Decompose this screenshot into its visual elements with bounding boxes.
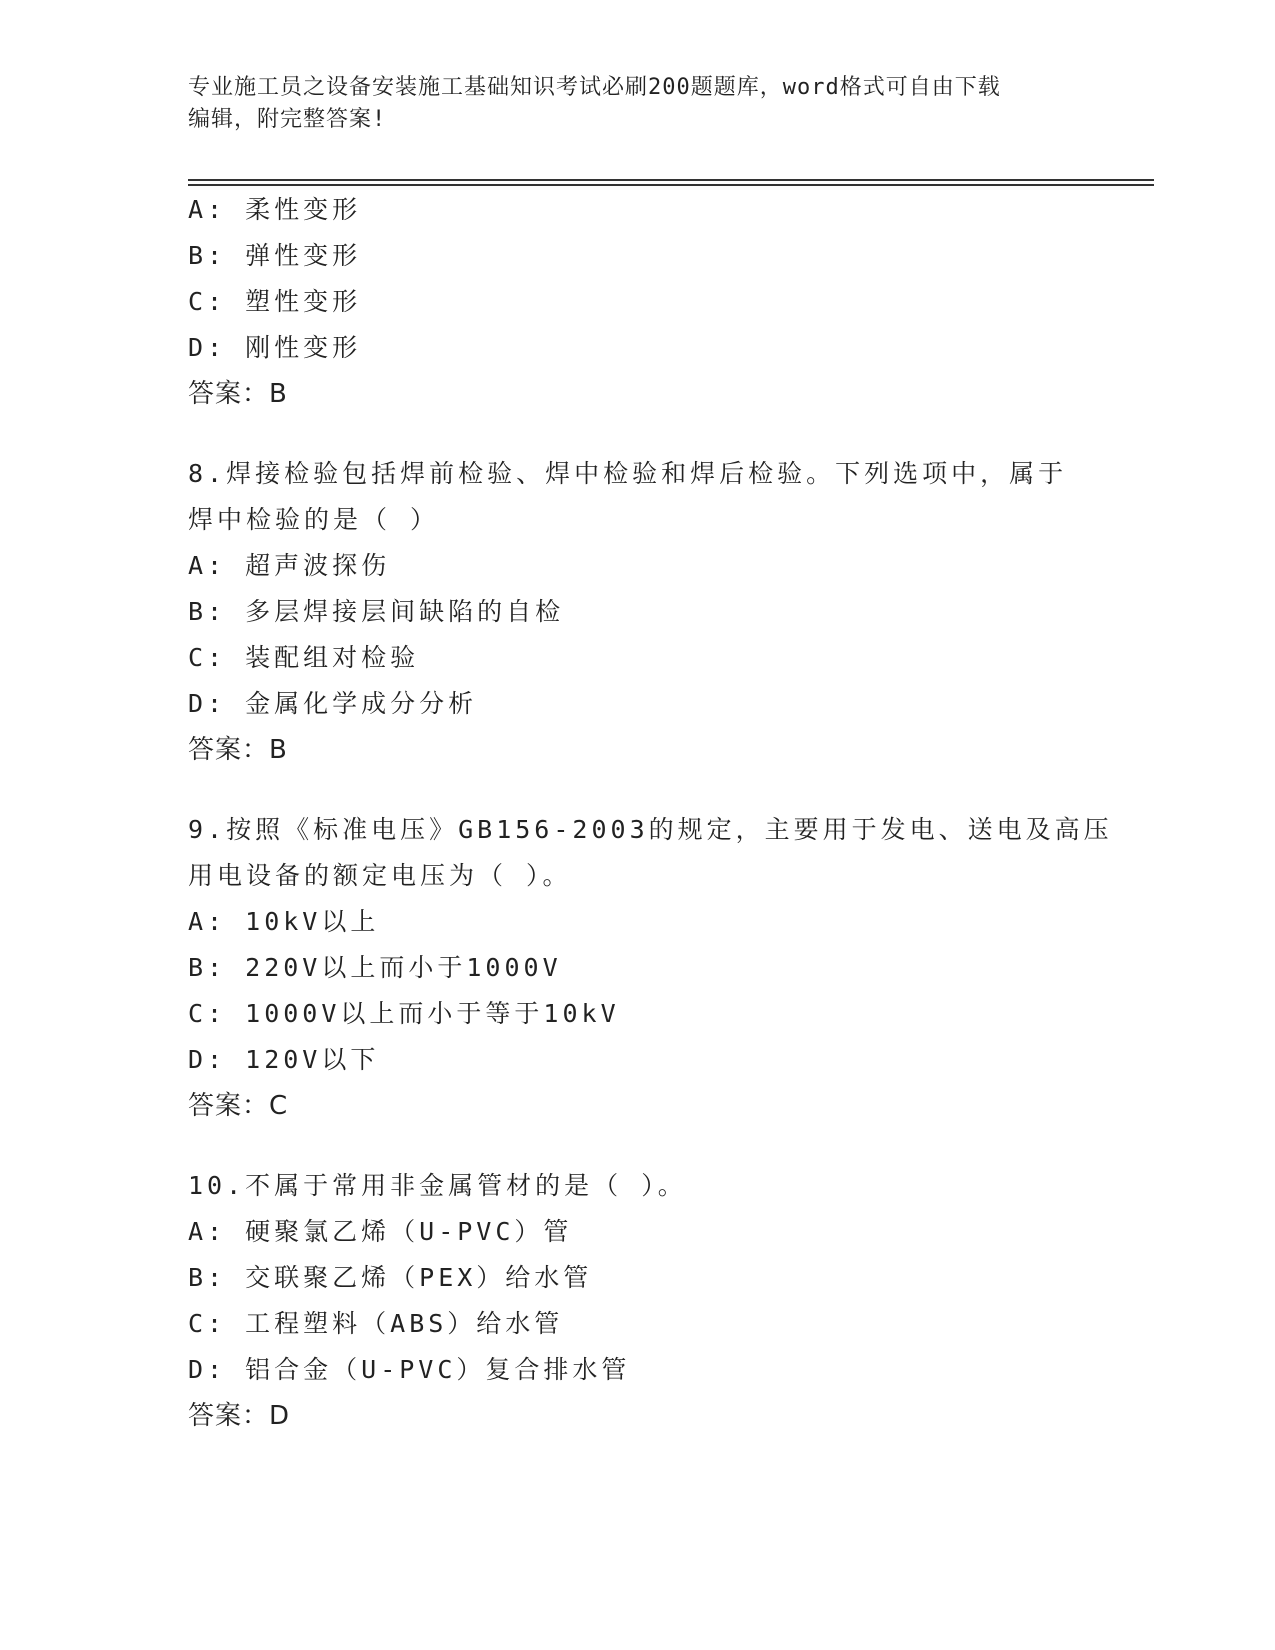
q8-stem-line-1: 8.焊接检验包括焊前检验、焊中检验和焊后检验。下列选项中，属于 <box>188 459 1068 488</box>
q10-option-a: A: 硬聚氯乙烯（U-PVC）管 <box>188 1217 573 1246</box>
q10-answer: 答案：D <box>188 1401 291 1431</box>
q8-answer: 答案：B <box>188 735 288 765</box>
document-header <box>188 72 1068 136</box>
question-content <box>188 187 1113 1439</box>
q7-option-a: A: 柔性变形 <box>188 195 362 224</box>
q8-option-b: B: 多层焊接层间缺陷的自检 <box>188 597 565 626</box>
q9-stem-line-1: 9.按照《标准电压》GB156-2003的规定，主要用于发电、送电及高压 <box>188 815 1113 844</box>
header-divider-top <box>188 179 1154 181</box>
q8-stem-line-2: 焊中检验的是（ ） <box>188 505 440 534</box>
q10-option-d: D: 铝合金（U-PVC）复合排水管 <box>188 1355 631 1384</box>
q7-answer: 答案：B <box>188 379 288 409</box>
q9-answer: 答案：C <box>188 1091 289 1121</box>
q9-option-b: B: 220V以上而小于1000V <box>188 953 562 982</box>
q10-stem-line-1: 10.不属于常用非金属管材的是（ ）。 <box>188 1171 687 1200</box>
q10-option-b: B: 交联聚乙烯（PEX）给水管 <box>188 1263 593 1292</box>
question-10 <box>188 1163 1108 1439</box>
question-9 <box>188 807 1113 1129</box>
q7-option-d: D: 刚性变形 <box>188 333 362 362</box>
header-title-line-2: 编辑，附完整答案! <box>188 107 387 132</box>
header-title-line-1: 专业施工员之设备安装施工基础知识考试必刷200题题库，word格式可自由下载 <box>188 75 1001 100</box>
q9-option-a: A: 10kV以上 <box>188 907 380 936</box>
q8-option-c: C: 装配组对检验 <box>188 643 420 672</box>
q8-option-d: D: 金属化学成分分析 <box>188 689 478 718</box>
question-8 <box>188 451 1108 773</box>
q9-option-d: D: 120V以下 <box>188 1045 380 1074</box>
q9-stem-line-2: 用电设备的额定电压为（ ）。 <box>188 861 572 890</box>
question-7 <box>188 187 1108 417</box>
header-divider-bottom <box>188 184 1154 186</box>
q9-option-c: C: 1000V以上而小于等于10kV <box>188 999 620 1028</box>
q10-option-c: C: 工程塑料（ABS）给水管 <box>188 1309 564 1338</box>
q7-option-c: C: 塑性变形 <box>188 287 362 316</box>
q8-option-a: A: 超声波探伤 <box>188 551 391 580</box>
q7-option-b: B: 弹性变形 <box>188 241 362 270</box>
